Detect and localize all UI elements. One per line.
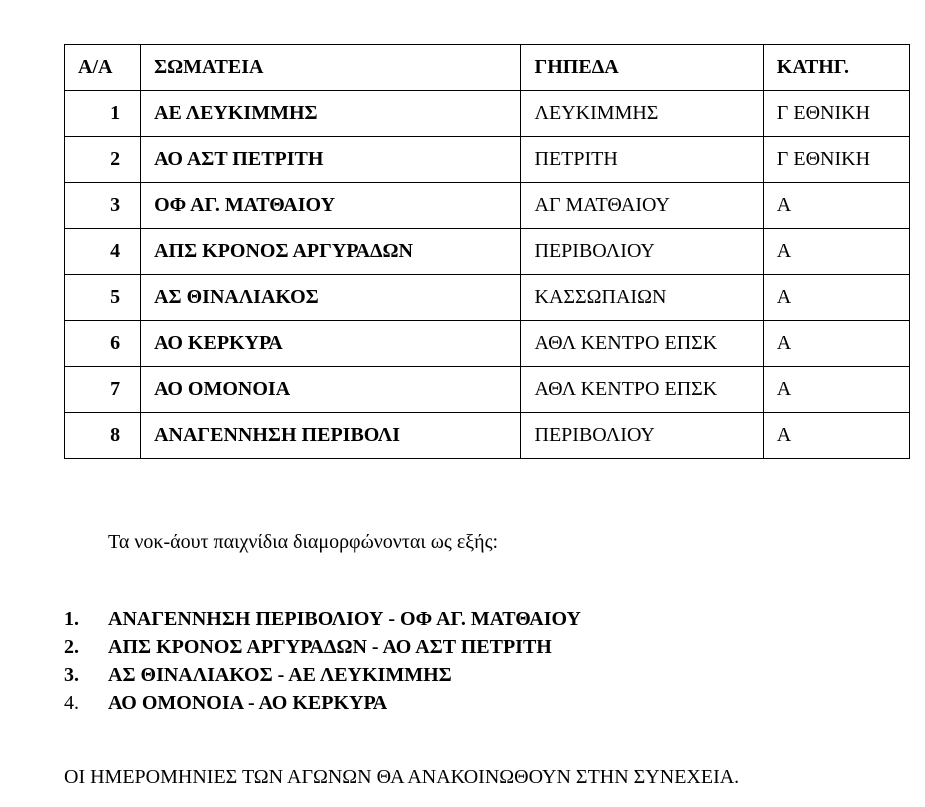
list-item xyxy=(64,605,581,633)
table-row xyxy=(65,183,910,229)
category: Α xyxy=(763,229,909,275)
list-item xyxy=(64,661,581,689)
row-number: 2 xyxy=(65,137,141,183)
dates-announcement-note: ΟΙ ΗΜΕΡΟΜΗΝΙΕΣ ΤΩΝ ΑΓΩΝΩΝ ΘΑ ΑΝΑΚΟΙΝΩΘΟΥΝ ΣΤΗΝ ΣΥΝΕΧΕΙΑ. xyxy=(64,766,740,788)
ground-name: ΠΕΡΙΒΟΛΙΟΥ xyxy=(520,413,763,459)
header-category: ΚΑΤΗΓ. xyxy=(763,45,909,91)
club-name: ΟΦ ΑΓ. ΜΑΤΘΑΙΟΥ xyxy=(141,183,520,229)
club-name: ΑΣ ΘΙΝΑΛΙΑΚΟΣ xyxy=(141,275,520,321)
table-row xyxy=(65,367,910,413)
ground-name: ΚΑΣΣΩΠΑΙΩΝ xyxy=(520,275,763,321)
table-row xyxy=(65,137,910,183)
row-number: 1 xyxy=(65,91,141,137)
category: Γ ΕΘΝΙΚΗ xyxy=(763,137,909,183)
match-pairing: ΑΠΣ ΚΡΟΝΟΣ ΑΡΓΥΡΑΔΩΝ - ΑΟ ΑΣΤ ΠΕΤΡΙΤΗ xyxy=(108,636,552,658)
header-number: Α/Α xyxy=(65,45,141,91)
list-item xyxy=(64,633,581,661)
category: Α xyxy=(763,183,909,229)
table-row xyxy=(65,413,910,459)
row-number: 5 xyxy=(65,275,141,321)
list-item xyxy=(64,689,581,717)
category: Α xyxy=(763,321,909,367)
knockout-match-list xyxy=(64,605,581,717)
row-number: 3 xyxy=(65,183,141,229)
header-clubs: ΣΩΜΑΤΕΙΑ xyxy=(141,45,520,91)
club-name: ΑΟ ΟΜΟΝΟΙΑ xyxy=(141,367,520,413)
match-index: 1. xyxy=(64,608,79,630)
header-grounds: ΓΗΠΕΔΑ xyxy=(520,45,763,91)
match-index: 3. xyxy=(64,664,79,686)
match-pairing: ΑΣ ΘΙΝΑΛΙΑΚΟΣ - ΑΕ ΛΕΥΚΙΜΜΗΣ xyxy=(108,664,452,686)
match-pairing: ΑΝΑΓΕΝΝΗΣΗ ΠΕΡΙΒΟΛΙΟΥ - ΟΦ ΑΓ. ΜΑΤΘΑΙΟΥ xyxy=(108,608,581,630)
row-number: 7 xyxy=(65,367,141,413)
table-row xyxy=(65,91,910,137)
category: Α xyxy=(763,413,909,459)
category: Α xyxy=(763,275,909,321)
row-number: 6 xyxy=(65,321,141,367)
ground-name: ΠΕΡΙΒΟΛΙΟΥ xyxy=(520,229,763,275)
match-index: 4. xyxy=(64,692,79,714)
table-header-row xyxy=(65,45,910,91)
category: Γ ΕΘΝΙΚΗ xyxy=(763,91,909,137)
ground-name: ΑΘΛ ΚΕΝΤΡΟ ΕΠΣΚ xyxy=(520,367,763,413)
match-index: 2. xyxy=(64,636,79,658)
knockout-intro-text: Τα νοκ-άουτ παιχνίδια διαμορφώνονται ως εξής: xyxy=(108,531,499,553)
table-row xyxy=(65,229,910,275)
ground-name: ΑΘΛ ΚΕΝΤΡΟ ΕΠΣΚ xyxy=(520,321,763,367)
clubs-table-body xyxy=(65,91,910,459)
table-row xyxy=(65,275,910,321)
row-number: 4 xyxy=(65,229,141,275)
club-name: ΑΟ ΑΣΤ ΠΕΤΡΙΤΗ xyxy=(141,137,520,183)
clubs-table xyxy=(64,44,910,459)
match-pairing: ΑΟ ΟΜΟΝΟΙΑ - ΑΟ ΚΕΡΚΥΡΑ xyxy=(108,692,388,714)
ground-name: ΠΕΤΡΙΤΗ xyxy=(520,137,763,183)
club-name: ΑΟ ΚΕΡΚΥΡΑ xyxy=(141,321,520,367)
ground-name: ΑΓ ΜΑΤΘΑΙΟΥ xyxy=(520,183,763,229)
row-number: 8 xyxy=(65,413,141,459)
category: Α xyxy=(763,367,909,413)
club-name: ΑΝΑΓΕΝΝΗΣΗ ΠΕΡΙΒΟΛΙ xyxy=(141,413,520,459)
club-name: ΑΠΣ ΚΡΟΝΟΣ ΑΡΓΥΡΑΔΩΝ xyxy=(141,229,520,275)
table-row xyxy=(65,321,910,367)
ground-name: ΛΕΥΚΙΜΜΗΣ xyxy=(520,91,763,137)
club-name: ΑΕ ΛΕΥΚΙΜΜΗΣ xyxy=(141,91,520,137)
